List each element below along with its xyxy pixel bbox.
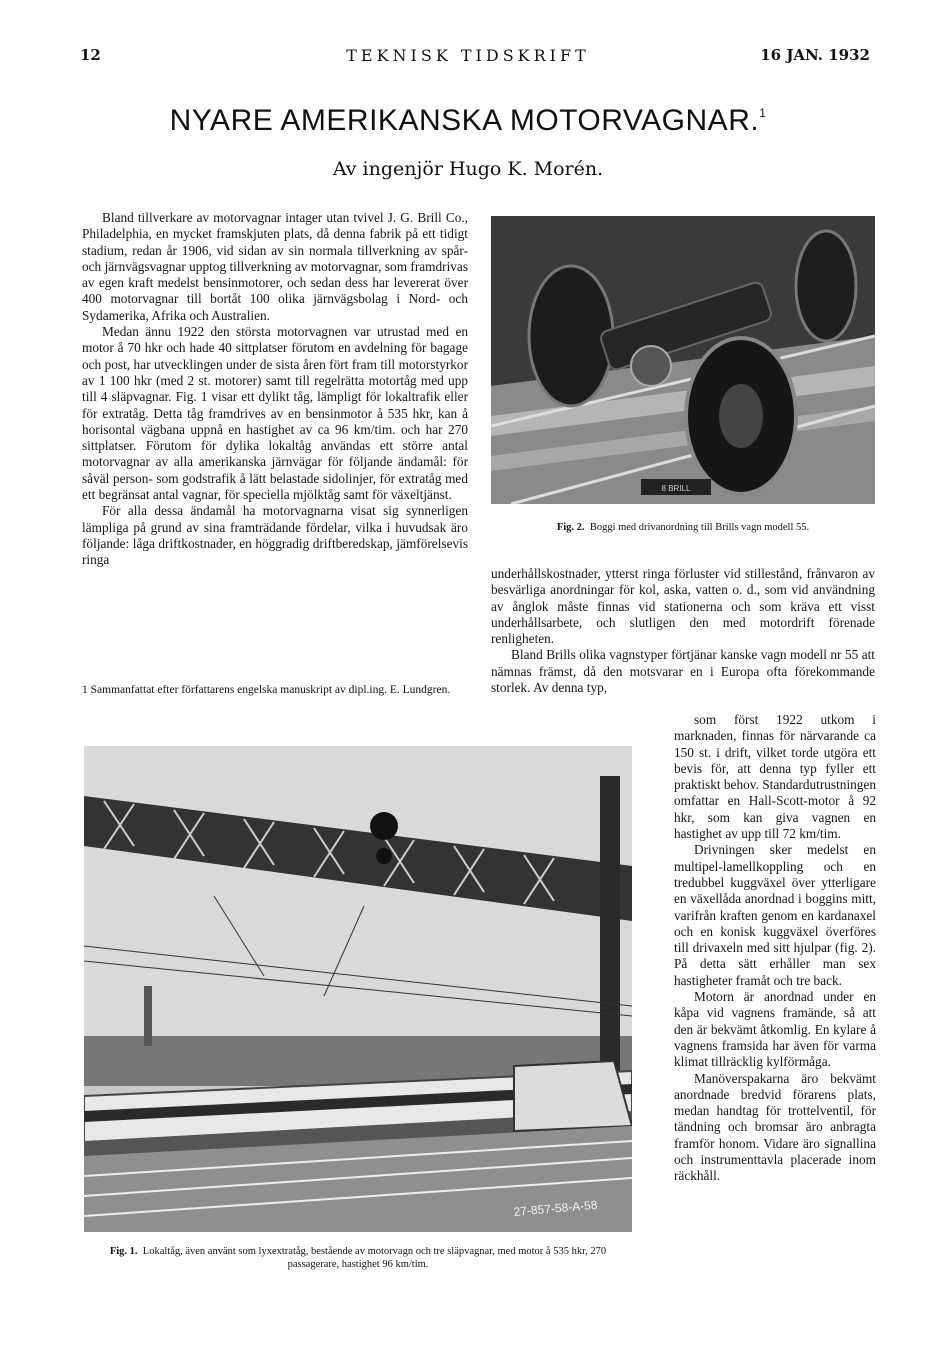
photo-plate-number: 27-857-58-A-58	[513, 1197, 599, 1219]
bogie-illustration	[491, 216, 875, 504]
paragraph: Drivningen sker medelst en multipel-lamellkoppling och en tredubbel kuggväxel över ytterligare en växellåda anordnad i boggins mitt, varifrån kraften genom en kardanaxel och en konisk kuggväxel överföres till drivaxeln med sitt hjulpar (fig. 2). På detta sätt erhåller man sex hastigheter framåt och tre back.	[674, 842, 876, 988]
figure-1-caption-text: Lokaltåg, även använt som lyxextratåg, bestående av motorvagn och tre släpvagnar, med motor å 535 hkr, 270 passagerare, hastighet 96 km/tim.	[142, 1246, 607, 1270]
paragraph: som först 1922 utkom i marknaden, finnas för närvarande ca 150 st. i drift, vilket torde utgöra ett bevis för, att denna typ fyller ett praktiskt behov. Standardutrustningen omfattar en Hall-Scott-motor å 92 hkr, som kan giva vagnen en hastighet av upp till 72 km/tim.	[674, 712, 876, 842]
signal-lamp	[370, 812, 398, 840]
figure-1-label: Fig. 1.	[109, 1246, 138, 1257]
left-column	[82, 210, 468, 569]
issue-date: 16 JAN. 1932	[760, 46, 870, 64]
article-title	[0, 104, 936, 138]
byline: Av ingenjör Hugo K. Morén.	[332, 158, 604, 180]
footnote: 1 Sammanfattat efter författarens engelska manuskript av dipl.ing. E. Lundgren.	[82, 684, 451, 696]
figure-2-caption	[491, 521, 875, 534]
brill-plate-text: 8 BRILL	[661, 484, 691, 493]
paragraph: Motorn är anordnad under en kåpa vid vagnens framände, så att den är bekvämt åtkomlig. En kylare å vagnens framsida har även för varma klimat tillräcklig kylförmåga.	[674, 989, 876, 1070]
right-column-top	[491, 566, 875, 696]
figure-1-train-photo	[84, 746, 632, 1232]
page-number: 12	[80, 46, 101, 64]
figure-1-caption	[84, 1245, 632, 1271]
train-illustration	[84, 746, 632, 1232]
paragraph: Bland Brills olika vagnstyper förtjänar kanske vagn modell nr 55 att nämnas främst, då den motsvarar en i Europa ofta förekommande storlek. Av denna typ,	[491, 647, 875, 696]
figure-2-bogie-photo	[491, 216, 875, 504]
figure-2-caption-text: Boggi med drivanordning till Brills vagn modell 55.	[589, 522, 810, 533]
journal-name: TEKNISK TIDSKRIFT	[346, 46, 590, 65]
figure-2-label: Fig. 2.	[556, 522, 585, 533]
paragraph: Manöverspakarna äro bekvämt anordnade bredvid förarens plats, medan handtag för trottelventil, för tändning och bromsar äro anbragta framför honom. Vidare äro signallina och instrumenttavla placerade inom räckhåll.	[674, 1070, 876, 1184]
article-title-text: NYARE AMERIKANSKA MOTORVAGNAR.	[169, 104, 760, 137]
title-footnote-mark: 1	[759, 106, 767, 120]
paragraph: underhållskostnader, ytterst ringa förluster vid stillestånd, frånvaron av besvärliga anordningar för kol, aska, vatten o. d., som vid användning av ånglok måste finnas vid stationerna och som kräva ett visst underhållsarbete, och slutligen den med motordrift förenade renligheten.	[491, 566, 875, 647]
paragraph: För alla dessa ändamål ha motorvagnarna visat sig synnerligen lämpliga på grund av sina framträdande fördelar, vilka i huvudsak äro följande: låga driftkostnader, en höggradig driftberedskap, jämförelsevis ringa	[82, 503, 468, 568]
right-narrow-column	[674, 712, 876, 1185]
paragraph: Medan ännu 1922 den största motorvagnen var utrustad med en motor å 70 hkr och hade 40 sittplatser förutom en avdelning för bagage och post, har utvecklingen under de sista åren fört fram till motorstyrkor av 1 100 hkr (med 2 st. motorer) samt till regelrätta motortåg med upp till 4 släpvagnar. Fig. 1 visar ett dylikt tåg, lämpligt för lokaltrafik eller för extratåg. Detta tåg framdrives av en bensinmotor å 535 hkr, kan å horisontal vägbana uppnå en hastighet av ca 96 km/tim. och har 270 sittplatser. Förutom för dylika lokaltåg användas ett större antal motorvagnar av alla amerikanska järnvägar för följande ändamål: för såväl person- som godstrafik å lätt belastade sidolinjer, för extratåg med ett begränsat antal vagnar, för speciella mjölktåg samt för växeltjänst.	[82, 324, 468, 503]
paragraph: Bland tillverkare av motorvagnar intager utan tvivel J. G. Brill Co., Philadelphia, en mycket framskjuten plats, då denna fabrik på ett tidigt stadium, redan år 1906, vid sidan av sin normala tillverkning av spår- och järnvägsvagnar upptog tillverkning av motorvagnar, som framdrivas av egen kraft medelst bensinmotorer, och sedan dess har levererat över 400 motorvagnar till bortåt 100 olika järnvägsbolag i Nord- och Sydamerika, Afrika och Australien.	[82, 210, 468, 323]
chimney	[144, 986, 152, 1046]
